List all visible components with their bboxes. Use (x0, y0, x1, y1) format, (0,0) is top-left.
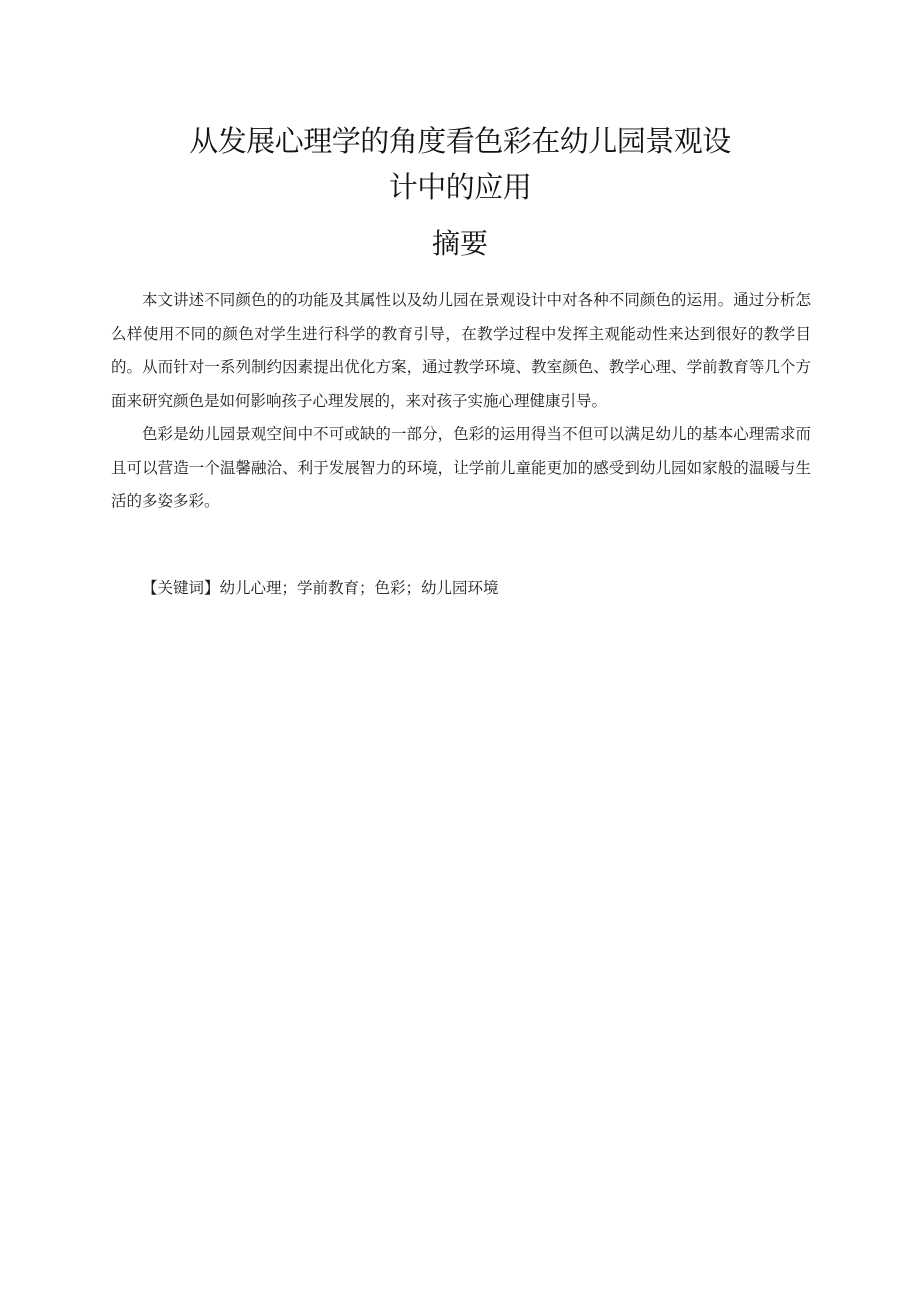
keywords-line: 【关键词】幼儿心理；学前教育；色彩；幼儿园环境 (142, 579, 499, 597)
abstract-heading: 摘要 (431, 227, 488, 260)
paper-title-line-1: 从发展心理学的角度看色彩在幼儿园景观设 (189, 124, 731, 158)
abstract-paragraph-1: 本文讲述不同颜色的的功能及其属性以及幼儿园在景观设计中对各种不同颜色的运用。通过分析怎么样使用不同的颜色对学生进行科学的教育引导，在教学过程中发挥主观能动性来达到很好的教学目的。从而针对一系列制约因素提出优化方案，通过教学环境、教室颜色、教学心理、学前教育等几个方面来研究颜色是如何影响孩子心理发展的，来对孩子实施心理健康引导。 (111, 291, 811, 410)
abstract-paragraph-2: 色彩是幼儿园景观空间中不可或缺的一部分，色彩的运用得当不但可以满足幼儿的基本心理需求而且可以营造一个温馨融洽、利于发展智力的环境，让学前儿童能更加的感受到幼儿园如家般的温暖与生活的多姿多彩。 (111, 425, 811, 510)
paper-title-line-2: 计中的应用 (388, 170, 532, 204)
abstract-body (111, 284, 811, 519)
paper-title (100, 118, 820, 210)
